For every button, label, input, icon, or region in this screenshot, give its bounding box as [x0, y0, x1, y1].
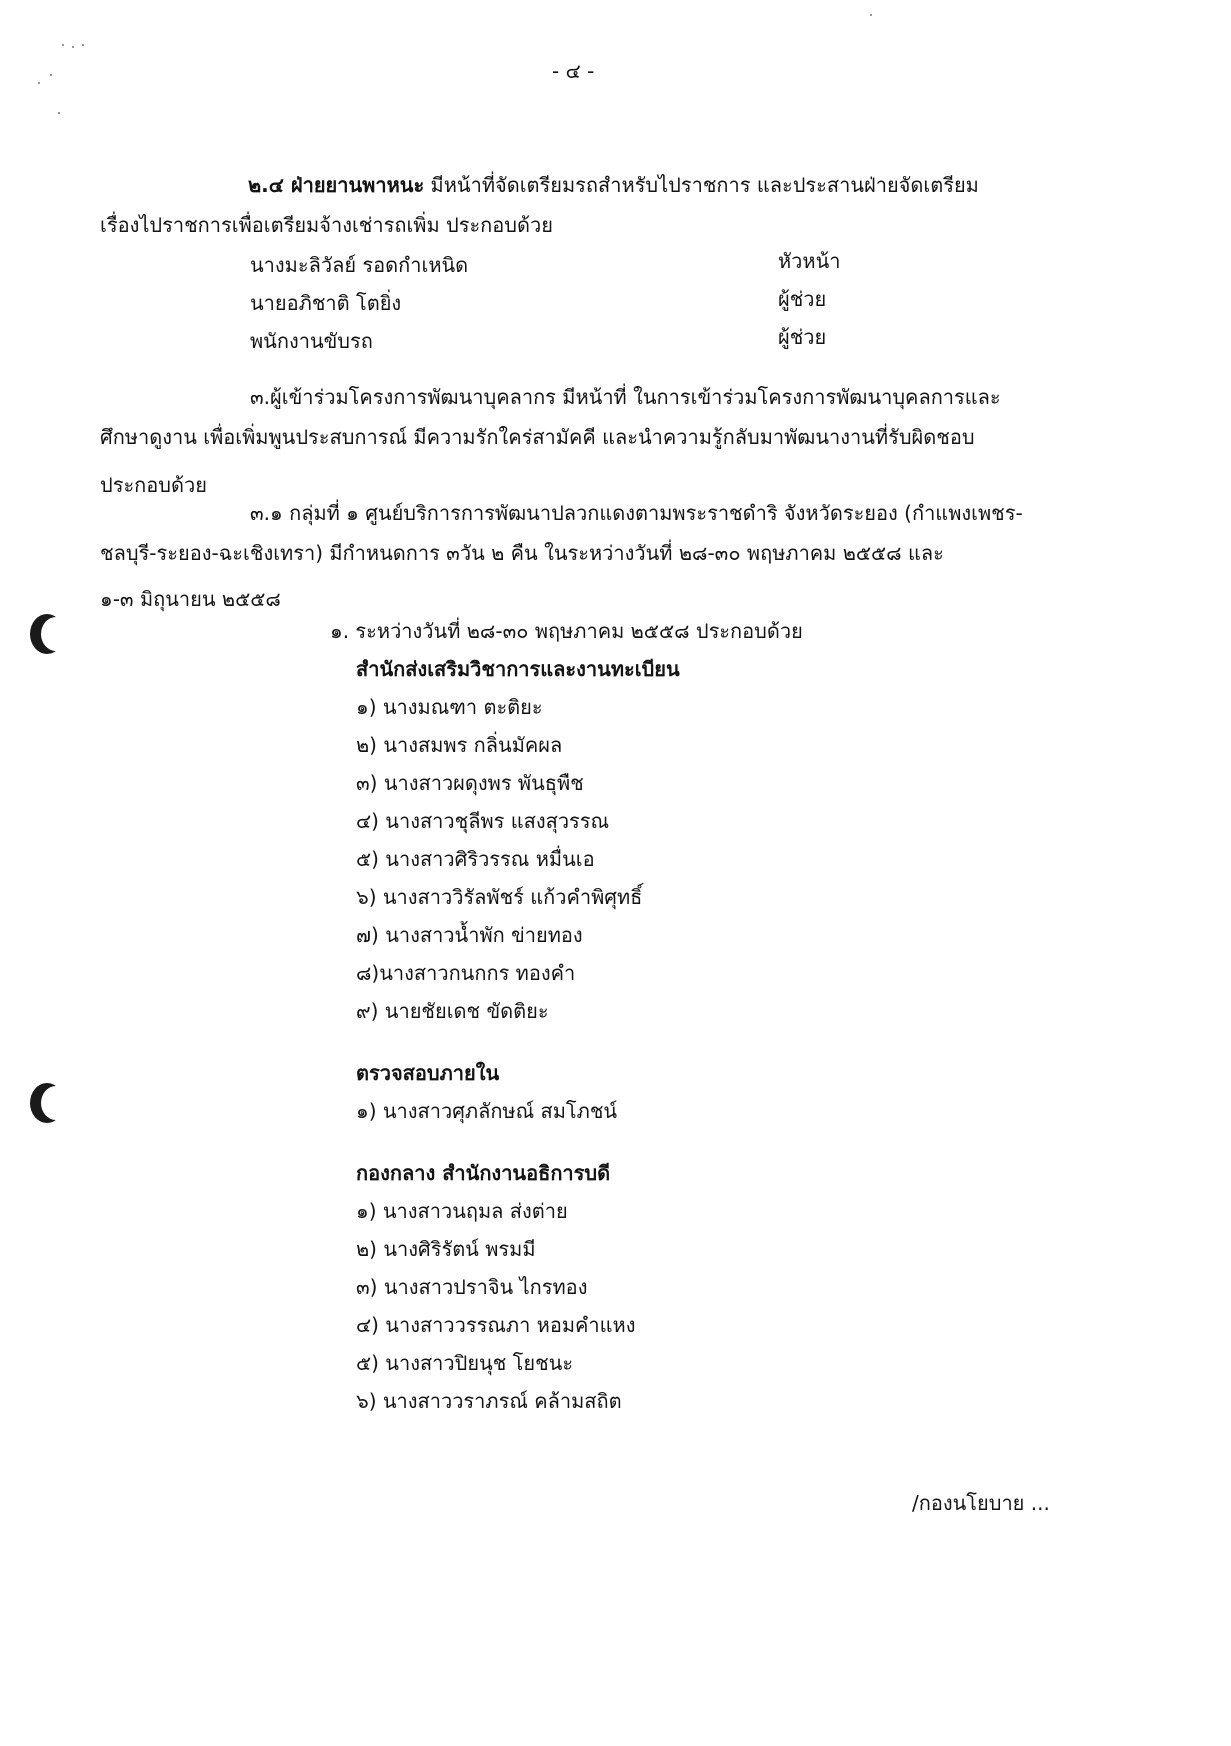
group-title: สำนักส่งเสริมวิชาการและงานทะเบียน: [356, 657, 680, 681]
list-item: ๔) นางสาวชุลีพร แสงสุวรรณ: [356, 809, 610, 833]
section-3-line3: ประกอบด้วย: [100, 473, 207, 497]
section-2-4-line1-rest: มีหน้าที่จัดเตรียมรถสำหรับไปราชการ และประสานฝ่ายจัดเตรียม: [430, 173, 979, 197]
list-item: ๒) นางสมพร กลิ่นมัคผล: [356, 733, 563, 757]
list-item: ๘)นางสาวกนกกร ทองคำ: [356, 961, 576, 985]
list-item: ๖) นางสาววราภรณ์ คล้ามสถิต: [356, 1389, 622, 1413]
list-item: ๙) นายชัยเดช ขัดติยะ: [356, 999, 549, 1023]
group-title: กองกลาง สำนักงานอธิการบดี: [356, 1161, 611, 1185]
member-role: ผู้ช่วย: [778, 287, 827, 311]
list-item: ๖) นางสาววิรัลพัชร์ แก้วคำพิศุทธิ์: [356, 885, 643, 909]
scan-speck: [870, 14, 872, 16]
hole-punch-mark: [30, 614, 64, 654]
list-item: ๓) นางสาวผดุงพร พันธุพืช: [356, 771, 584, 795]
list-item: ๑) นางมณฑา ตะติยะ: [356, 695, 543, 719]
section-2-4-line2: เรื่องไปราชการเพื่อเตรียมจ้างเช่ารถเพิ่ม ประกอบด้วย: [100, 213, 553, 237]
list-item: ๗) นางสาวน้ำพัก ข่ายทอง: [356, 923, 583, 947]
group-title: ตรวจสอบภายใน: [356, 1061, 500, 1085]
page-number: - ๔ -: [552, 59, 595, 83]
list-item: ๑) นางสาวศุภลักษณ์ สมโภชน์: [356, 1099, 618, 1123]
section-3-line2: ศึกษาดูงาน เพื่อเพิ่มพูนประสบการณ์ มีความรักใคร่สามัคคี และนำความรู้กลับมาพัฒนางานที่รับผิดชอบ: [100, 425, 975, 449]
list-item: ๑) นางสาวนฤมล ส่งต่าย: [356, 1199, 568, 1223]
scan-speck: [58, 112, 60, 114]
section-3-1-line3: ๑-๓ มิถุนายน ๒๕๕๘: [100, 587, 281, 611]
list-item: ๓) นางสาวปราจิน ไกรทอง: [356, 1275, 588, 1299]
scan-speck: [82, 44, 84, 46]
footer-continuation: /กองนโยบาย ...: [912, 1491, 1050, 1515]
list-item: ๒) นางศิริรัตน์ พรมมี: [356, 1237, 536, 1261]
member-name: นายอภิชาติ โตยิ่ง: [250, 291, 402, 315]
section-3-1-line1: ๓.๑ กลุ่มที่ ๑ ศูนย์บริการการพัฒนาปลวกแดงตามพระราชดำริ จังหวัดระยอง (กำแพงเพชร-: [250, 501, 1023, 525]
scan-speck: [50, 74, 52, 76]
section-2-4-heading: ๒.๔ ฝ่ายยานพาหนะ: [248, 173, 425, 197]
section-3-line1: ๓.ผู้เข้าร่วมโครงการพัฒนาบุคลากร มีหน้าที่ ในการเข้าร่วมโครงการพัฒนาบุคลการและ: [250, 385, 1001, 409]
member-name: พนักงานขับรถ: [250, 329, 373, 353]
section-2-4-line1: [248, 172, 979, 198]
member-role: หัวหน้า: [778, 249, 841, 273]
scan-speck: [72, 46, 74, 48]
scan-speck: [38, 82, 40, 84]
list-item: ๕) นางสาวศิริวรรณ หมื่นเอ: [356, 847, 595, 871]
scan-speck: [62, 44, 64, 46]
member-role: ผู้ช่วย: [778, 325, 827, 349]
hole-punch-mark: [30, 1083, 64, 1123]
period-1-heading: ๑. ระหว่างวันที่ ๒๘-๓๐ พฤษภาคม ๒๕๕๘ ประกอบด้วย: [330, 619, 803, 643]
list-item: ๕) นางสาวปิยนุช โยชนะ: [356, 1351, 574, 1375]
section-3-1-line2: ชลบุรี-ระยอง-ฉะเชิงเทรา) มีกำหนดการ ๓วัน ๒ คืน ในระหว่างวันที่ ๒๘-๓๐ พฤษภาคม ๒๕๕๘ และ: [100, 541, 944, 565]
list-item: ๔) นางสาววรรณภา หอมคำแหง: [356, 1313, 636, 1337]
member-name: นางมะลิวัลย์ รอดกำเหนิด: [250, 253, 469, 277]
